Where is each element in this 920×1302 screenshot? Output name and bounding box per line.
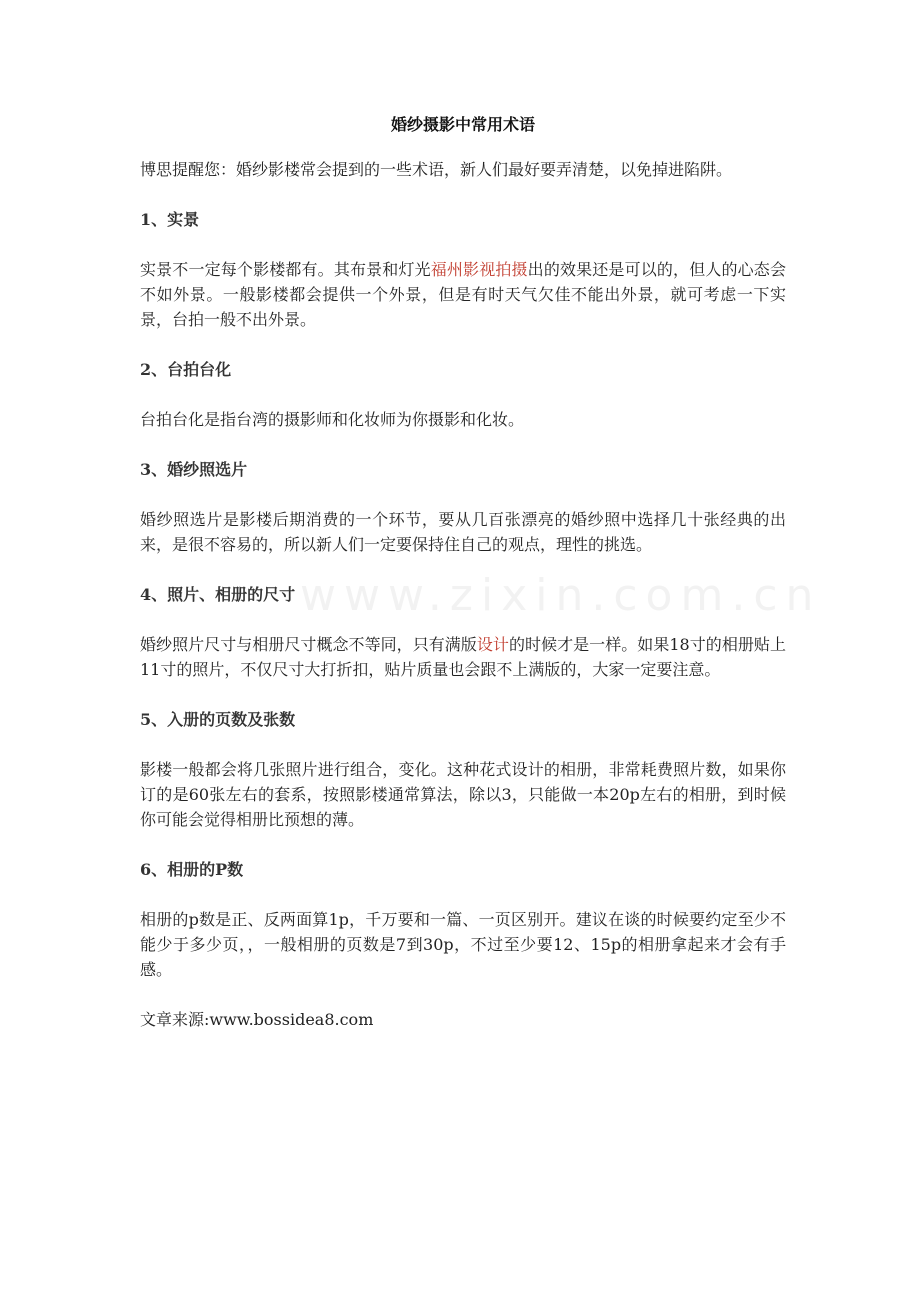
section-paragraph-6: 相册的p数是正、反两面算1p，千万要和一篇、一页区别开。建议在谈的时候要约定至少不能少于多少页，，一般相册的页数是7到30p，不过至少要12、15p的相册拿起来才会有手感。 [140, 910, 786, 979]
page-title: 婚纱摄影中常用术语 [390, 115, 535, 134]
section-text: 实景不一定每个影楼都有。其布景和灯光 [140, 260, 431, 279]
watermark: www.zixin.com.cn [300, 570, 822, 621]
document-body [140, 111, 786, 1057]
section-paragraph-5: 影楼一般都会将几张照片进行组合，变化。这种花式设计的相册，非常耗费照片数，如果你订的是60张左右的套系，按照影楼通常算法，除以3，只能做一本20p左右的相册，到时候你可能会觉得相册比预想的薄。 [140, 760, 786, 829]
source-line: 文章来源:www.bossidea8.com [140, 1010, 374, 1029]
section-paragraph-2: 台拍台化是指台湾的摄影师和化妆师为你摄影和化妆。 [140, 410, 525, 429]
section-text: 出的效果还是可以的，但人的心态会不如外景。一般影楼都会提供一个外景，但是有时天气欠佳不能出外景，就可考虑一下实景，台拍一般不出外景。 [140, 260, 786, 329]
intro-paragraph: 博思提醒您：婚纱影楼常会提到的一些术语，新人们最好要弄清楚，以免掉进陷阱。 [140, 160, 733, 179]
section-heading-3: 3、婚纱照选片 [140, 460, 248, 479]
section-text: 的时候才是一样。如果18寸的相册贴上11寸的照片，不仅尺寸大打折扣，贴片质量也会跟不上满版的，大家一定要注意。 [140, 635, 786, 679]
link-design[interactable]: 设计 [476, 635, 509, 654]
section-text: 婚纱照片尺寸与相册尺寸概念不等同，只有满版 [140, 635, 477, 654]
section-heading-1: 1、实景 [140, 210, 200, 229]
section-paragraph-4 [140, 632, 786, 682]
section-paragraph-3: 婚纱照选片是影楼后期消费的一个环节，要从几百张漂亮的婚纱照中选择几十张经典的出来，是很不容易的，所以新人们一定要保持住自己的观点，理性的挑选。 [140, 510, 786, 554]
section-heading-6: 6、相册的P数 [140, 860, 244, 879]
section-heading-4: 4、照片、相册的尺寸 [140, 585, 296, 604]
link-fuzhou-video[interactable]: 福州影视拍摄 [430, 260, 528, 279]
section-heading-5: 5、入册的页数及张数 [140, 710, 296, 729]
section-heading-2: 2、台拍台化 [140, 360, 232, 379]
section-paragraph-1 [140, 257, 786, 332]
